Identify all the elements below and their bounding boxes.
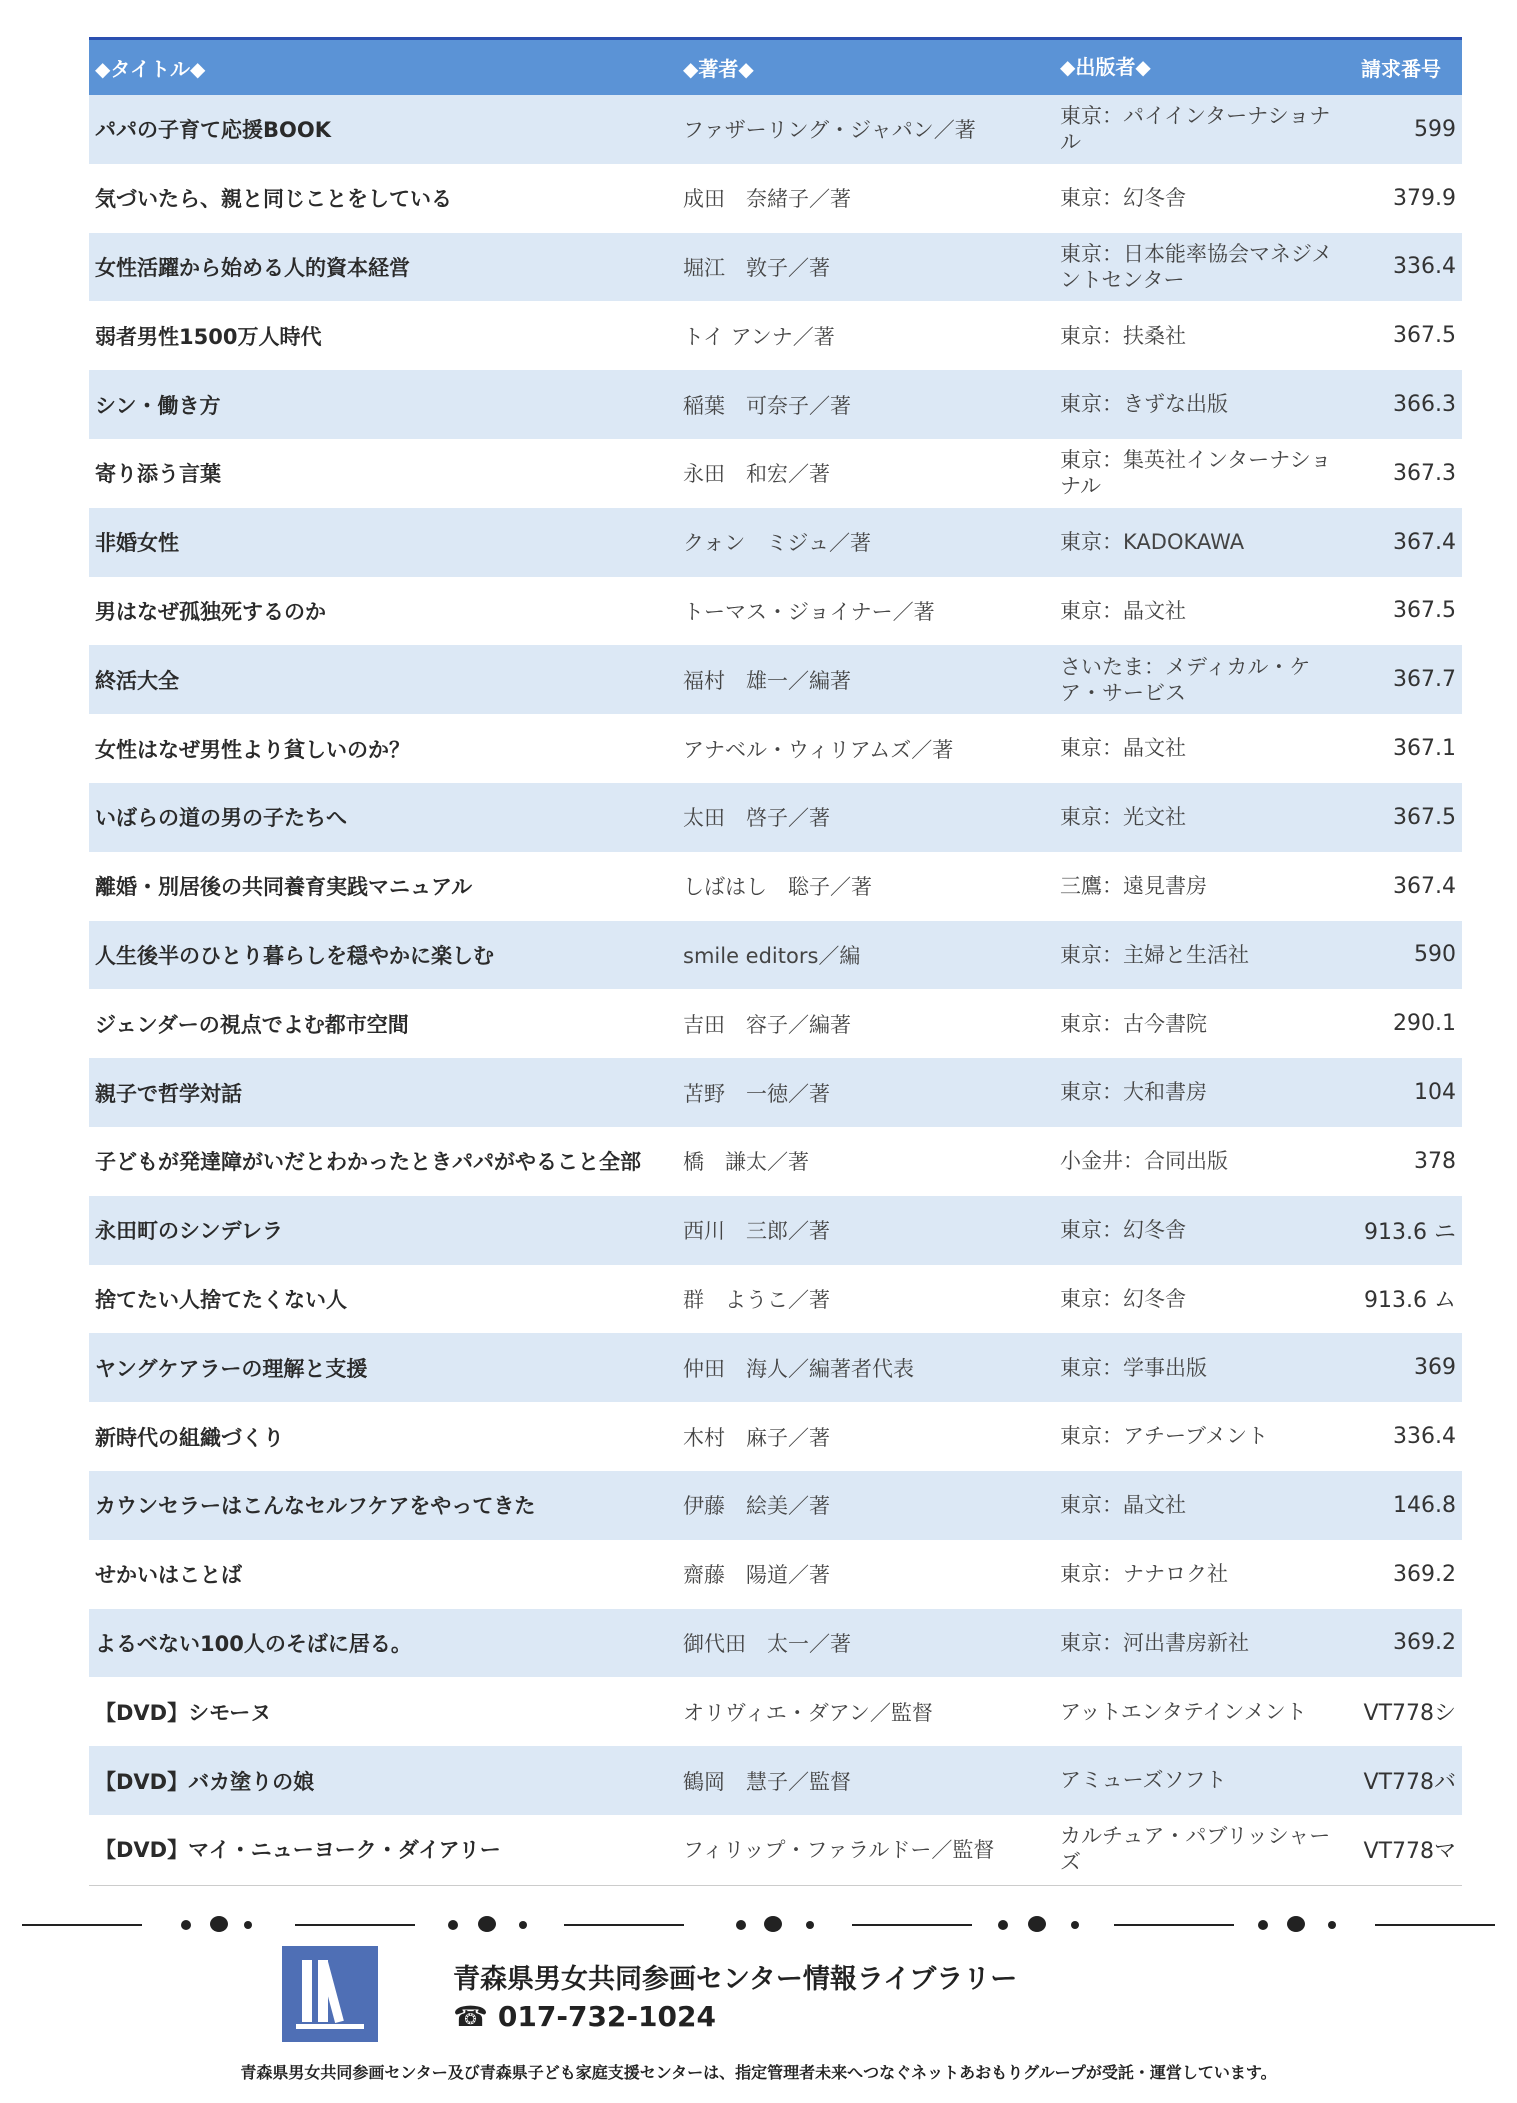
book-publisher: 東京：幻冬舎 <box>1060 1218 1186 1243</box>
book-publisher: アットエンタテインメント <box>1060 1699 1307 1724</box>
table-row <box>89 1609 1462 1678</box>
book-title: 女性はなぜ男性より貧しいのか？ <box>95 737 410 762</box>
book-author: 御代田 太一／著 <box>683 1631 851 1656</box>
book-publisher: 東京：晶文社 <box>1060 736 1186 761</box>
book-title: 子どもが発達障がいだとわかったときパパがやること全部 <box>95 1150 641 1175</box>
book-publisher: 小金井：合同出版 <box>1060 1149 1228 1174</box>
table-row <box>89 921 1462 990</box>
book-call-number: 367.3 <box>1393 460 1456 486</box>
book-publisher: 東京：日本能率協会マネジメントセンター <box>1060 241 1333 292</box>
book-call-number: 336.4 <box>1393 1424 1456 1450</box>
header-call-number: 請求番号 <box>1361 57 1441 81</box>
book-author: smile editors／編 <box>683 943 861 968</box>
book-author: 仲田 海人／編著者代表 <box>683 1356 914 1381</box>
book-call-number: 369.2 <box>1393 1561 1456 1587</box>
table-row <box>89 1196 1462 1265</box>
table-row <box>89 1333 1462 1402</box>
table-body <box>89 95 1462 1884</box>
book-title: 女性活躍から始める人的資本経営 <box>95 255 410 280</box>
table-row <box>89 783 1462 852</box>
book-title: 弱者男性1500万人時代 <box>95 324 322 349</box>
book-call-number: 367.7 <box>1393 667 1456 693</box>
book-call-number: 367.4 <box>1393 873 1456 899</box>
book-publisher: 東京：幻冬舎 <box>1060 1286 1186 1311</box>
book-title: 永田町のシンデレラ <box>95 1219 284 1244</box>
book-call-number: VT778マ <box>1363 1838 1456 1864</box>
book-author: トイ アンナ／著 <box>683 324 835 349</box>
book-call-number: 379.9 <box>1393 185 1456 211</box>
book-title: 気づいたら、親と同じことをしている <box>95 187 452 212</box>
table-row <box>89 439 1462 508</box>
table-row <box>89 1471 1462 1540</box>
book-author: 太田 啓子／著 <box>683 806 830 831</box>
table-row <box>89 1265 1462 1334</box>
book-author: アナベル・ウィリアムズ／著 <box>683 737 954 762</box>
book-author: クォン ミジュ／著 <box>683 531 871 556</box>
book-call-number: 146.8 <box>1393 1492 1456 1518</box>
book-call-number: 367.4 <box>1393 529 1456 555</box>
library-phone <box>453 2000 716 2033</box>
table-row <box>89 233 1462 302</box>
book-publisher: 東京：光文社 <box>1060 805 1186 830</box>
table-bottom-rule <box>89 1885 1462 1886</box>
book-author: オリヴィエ・ダアン／監督 <box>683 1700 933 1725</box>
book-publisher: 東京：学事出版 <box>1060 1355 1207 1380</box>
book-author: 稲葉 可奈子／著 <box>683 393 851 418</box>
book-call-number: 599 <box>1414 116 1456 142</box>
book-call-number: 369.2 <box>1393 1630 1456 1656</box>
table-row <box>89 989 1462 1058</box>
book-author: 苫野 一徳／著 <box>683 1081 830 1106</box>
book-title: 【DVD】シモーヌ <box>95 1700 272 1725</box>
book-call-number: 913.6 ニ <box>1364 1219 1456 1245</box>
book-title: 寄り添う言葉 <box>95 462 221 487</box>
book-publisher: 東京：古今書院 <box>1060 1011 1207 1036</box>
book-list-table <box>89 37 1462 1884</box>
book-title: 人生後半のひとり暮らしを穏やかに楽しむ <box>95 943 494 968</box>
book-publisher: 東京：ナナロク社 <box>1060 1562 1228 1586</box>
book-title: せかいはことば <box>95 1563 242 1588</box>
header-author: ◆著者◆ <box>683 57 754 81</box>
book-call-number: VT778バ <box>1363 1770 1456 1796</box>
table-row <box>89 164 1462 233</box>
book-call-number: 366.3 <box>1393 392 1456 418</box>
book-author: 鶴岡 慧子／監督 <box>683 1769 851 1794</box>
book-call-number: 367.5 <box>1393 323 1456 349</box>
book-title: パパの子育て応援BOOK <box>95 118 331 143</box>
book-publisher: 東京：大和書房 <box>1060 1080 1207 1105</box>
telephone-icon: ☎ <box>453 2000 488 2033</box>
book-publisher: 三鷹：遠見書房 <box>1060 874 1207 899</box>
book-call-number: 336.4 <box>1393 254 1456 280</box>
book-title: カウンセラーはこんなセルフケアをやってきた <box>95 1494 536 1519</box>
table-row <box>89 577 1462 646</box>
library-name: 青森県男女共同参画センター情報ライブラリー <box>453 1964 1018 1995</box>
table-row <box>89 95 1462 164</box>
book-title: シン・働き方 <box>95 393 221 418</box>
table-row <box>89 1746 1462 1815</box>
book-publisher: 東京：河出書房新社 <box>1060 1630 1249 1655</box>
book-author: 永田 和宏／著 <box>683 462 830 487</box>
book-publisher: 東京：きずな出版 <box>1060 392 1228 417</box>
operator-note: 青森県男女共同参画センター及び青森県子ども家庭支援センターは、指定管理者未来へつなぐネットあおもりグループが受託・運営しています。 <box>240 2063 1277 2082</box>
book-publisher: 東京：晶文社 <box>1060 1493 1186 1518</box>
book-publisher: 東京：幻冬舎 <box>1060 186 1186 211</box>
book-title: 親子で哲学対話 <box>95 1081 242 1106</box>
book-call-number: 378 <box>1414 1148 1456 1174</box>
table-row <box>89 1127 1462 1196</box>
book-author: フィリップ・ファラルドー／監督 <box>683 1838 995 1863</box>
book-publisher: 東京：KADOKAWA <box>1060 530 1245 555</box>
book-title: 男はなぜ孤独死するのか <box>95 599 326 624</box>
table-row <box>89 1058 1462 1127</box>
table-row <box>89 1815 1462 1884</box>
book-publisher: 東京：主婦と生活社 <box>1060 942 1249 967</box>
book-author: 福村 雄一／編著 <box>683 668 851 693</box>
table-row <box>89 370 1462 439</box>
table-row <box>89 714 1462 783</box>
book-title: 【DVD】バカ塗りの娘 <box>95 1769 315 1794</box>
book-title: ジェンダーの視点でよむ都市空間 <box>95 1012 409 1037</box>
book-author: 伊藤 絵美／著 <box>683 1494 830 1519</box>
book-publisher: アミューズソフト <box>1060 1768 1227 1793</box>
book-publisher: 東京：集英社インターナショナル <box>1060 448 1332 499</box>
book-author: 吉田 容子／編著 <box>683 1012 851 1037</box>
book-author: 齋藤 陽道／著 <box>683 1563 830 1588</box>
book-call-number: 367.5 <box>1393 804 1456 830</box>
book-author: 群 ようこ／著 <box>683 1287 830 1312</box>
book-call-number: VT778シ <box>1363 1701 1456 1727</box>
header-publisher: ◆出版者◆ <box>1060 55 1151 79</box>
book-author: 木村 麻子／著 <box>683 1425 830 1450</box>
book-call-number: 290.1 <box>1393 1011 1456 1037</box>
books-icon <box>282 1946 378 2042</box>
book-author: 橋 謙太／著 <box>683 1150 809 1175</box>
book-publisher: 東京：アチーブメント <box>1060 1424 1269 1449</box>
book-title: いばらの道の男の子たちへ <box>95 806 347 831</box>
table-row <box>89 1402 1462 1471</box>
table-row <box>89 1540 1462 1609</box>
book-title: 新時代の組織づくり <box>95 1425 284 1450</box>
phone-number: 017-732-1024 <box>497 2000 716 2033</box>
table-row <box>89 301 1462 370</box>
book-author: 成田 奈緒子／著 <box>683 187 851 212</box>
book-author: 堀江 敦子／著 <box>683 255 830 280</box>
table-row <box>89 645 1462 714</box>
table-row <box>89 1677 1462 1746</box>
book-author: 西川 三郎／著 <box>683 1219 830 1244</box>
header-title: ◆タイトル◆ <box>95 57 206 81</box>
book-title: 離婚・別居後の共同養育実践マニュアル <box>95 875 473 900</box>
book-publisher: 東京：パイインターナショナル <box>1060 104 1331 155</box>
book-title: 終活大全 <box>95 668 179 693</box>
book-author: しばはし 聡子／著 <box>683 875 872 900</box>
book-title: 【DVD】マイ・ニューヨーク・ダイアリー <box>95 1838 501 1863</box>
book-publisher: 東京：扶桑社 <box>1060 323 1186 348</box>
book-call-number: 590 <box>1414 942 1456 968</box>
table-row <box>89 508 1462 577</box>
book-author: ファザーリング・ジャパン／著 <box>683 118 976 143</box>
book-title: ヤングケアラーの理解と支援 <box>95 1356 368 1381</box>
dotted-divider <box>0 1910 1517 1940</box>
book-publisher: さいたま：メディカル・ケア・サービス <box>1060 654 1311 705</box>
book-call-number: 913.6 ム <box>1364 1288 1456 1314</box>
book-call-number: 367.1 <box>1393 736 1456 762</box>
book-call-number: 369 <box>1414 1355 1456 1381</box>
book-call-number: 367.5 <box>1393 598 1456 624</box>
book-publisher: カルチュア・パブリッシャーズ <box>1060 1824 1331 1875</box>
table-row <box>89 852 1462 921</box>
book-publisher: 東京：晶文社 <box>1060 598 1186 623</box>
book-title: 非婚女性 <box>95 531 179 556</box>
book-title: よるべない100人のそばに居る。 <box>95 1631 412 1656</box>
book-author: トーマス・ジョイナー／著 <box>683 599 935 624</box>
table-header-row <box>89 40 1462 95</box>
book-title: 捨てたい人捨てたくない人 <box>95 1287 347 1312</box>
book-call-number: 104 <box>1414 1080 1456 1106</box>
